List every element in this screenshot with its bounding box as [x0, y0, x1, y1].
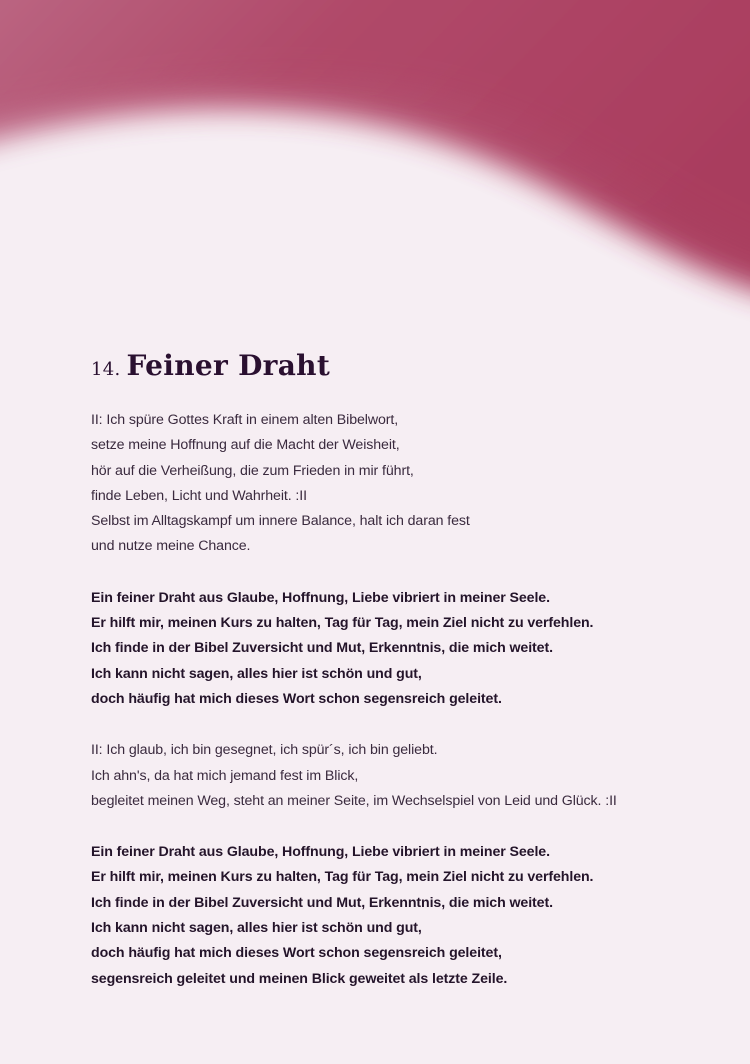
chorus-line: Ein feiner Draht aus Glaube, Hoffnung, Liebe vibriert in meiner Seele. [91, 844, 550, 861]
verse-stanza [91, 408, 731, 560]
verse-line: hör auf die Verheißung, die zum Frieden in mir führt, [91, 462, 414, 479]
chorus-line: doch häufig hat mich dieses Wort schon segensreich geleitet. [91, 690, 502, 707]
chorus-stanza [91, 840, 731, 992]
decorative-wave-background [0, 0, 750, 340]
chorus-line: segensreich geleitet und meinen Blick geweitet als letzte Zeile. [91, 970, 508, 987]
verse-line: und nutze meine Chance. [91, 538, 251, 555]
chorus-line: Ich kann nicht sagen, alles hier ist schön und gut, [91, 665, 422, 682]
song-number: 14. [91, 359, 121, 380]
chorus-line: Ich finde in der Bibel Zuversicht und Mut, Erkenntnis, die mich weitet. [91, 640, 553, 657]
chorus-line: Ich finde in der Bibel Zuversicht und Mut, Erkenntnis, die mich weitet. [91, 894, 553, 911]
verse-line: begleitet meinen Weg, steht an meiner Seite, im Wechselspiel von Leid und Glück. :II [91, 792, 617, 809]
song-title-text: Feiner Draht [126, 349, 331, 382]
verse-line: finde Leben, Licht und Wahrheit. :II [91, 487, 307, 504]
chorus-line: Er hilft mir, meinen Kurs zu halten, Tag für Tag, mein Ziel nicht zu verfehlen. [91, 615, 594, 632]
chorus-line: Er hilft mir, meinen Kurs zu halten, Tag für Tag, mein Ziel nicht zu verfehlen. [91, 869, 594, 886]
verse-line: Ich ahn's, da hat mich jemand fest im Blick, [91, 767, 359, 784]
song-content [91, 346, 731, 1018]
chorus-line: Ein feiner Draht aus Glaube, Hoffnung, Liebe vibriert in meiner Seele. [91, 589, 550, 606]
lyrics [91, 408, 731, 992]
song-title [91, 346, 731, 390]
verse-line: setze meine Hoffnung auf die Macht der Weisheit, [91, 437, 400, 454]
chorus-line: Ich kann nicht sagen, alles hier ist schön und gut, [91, 920, 422, 937]
verse-line: II: Ich spüre Gottes Kraft in einem alten Bibelwort, [91, 412, 399, 428]
verse-line: II: Ich glaub, ich bin gesegnet, ich spür´s, ich bin geliebt. [91, 742, 438, 759]
verse-line: Selbst im Alltagskampf um innere Balance, halt ich daran fest [91, 513, 470, 530]
verse-stanza [91, 738, 731, 814]
chorus-line: doch häufig hat mich dieses Wort schon segensreich geleitet, [91, 945, 502, 962]
chorus-stanza [91, 586, 731, 712]
